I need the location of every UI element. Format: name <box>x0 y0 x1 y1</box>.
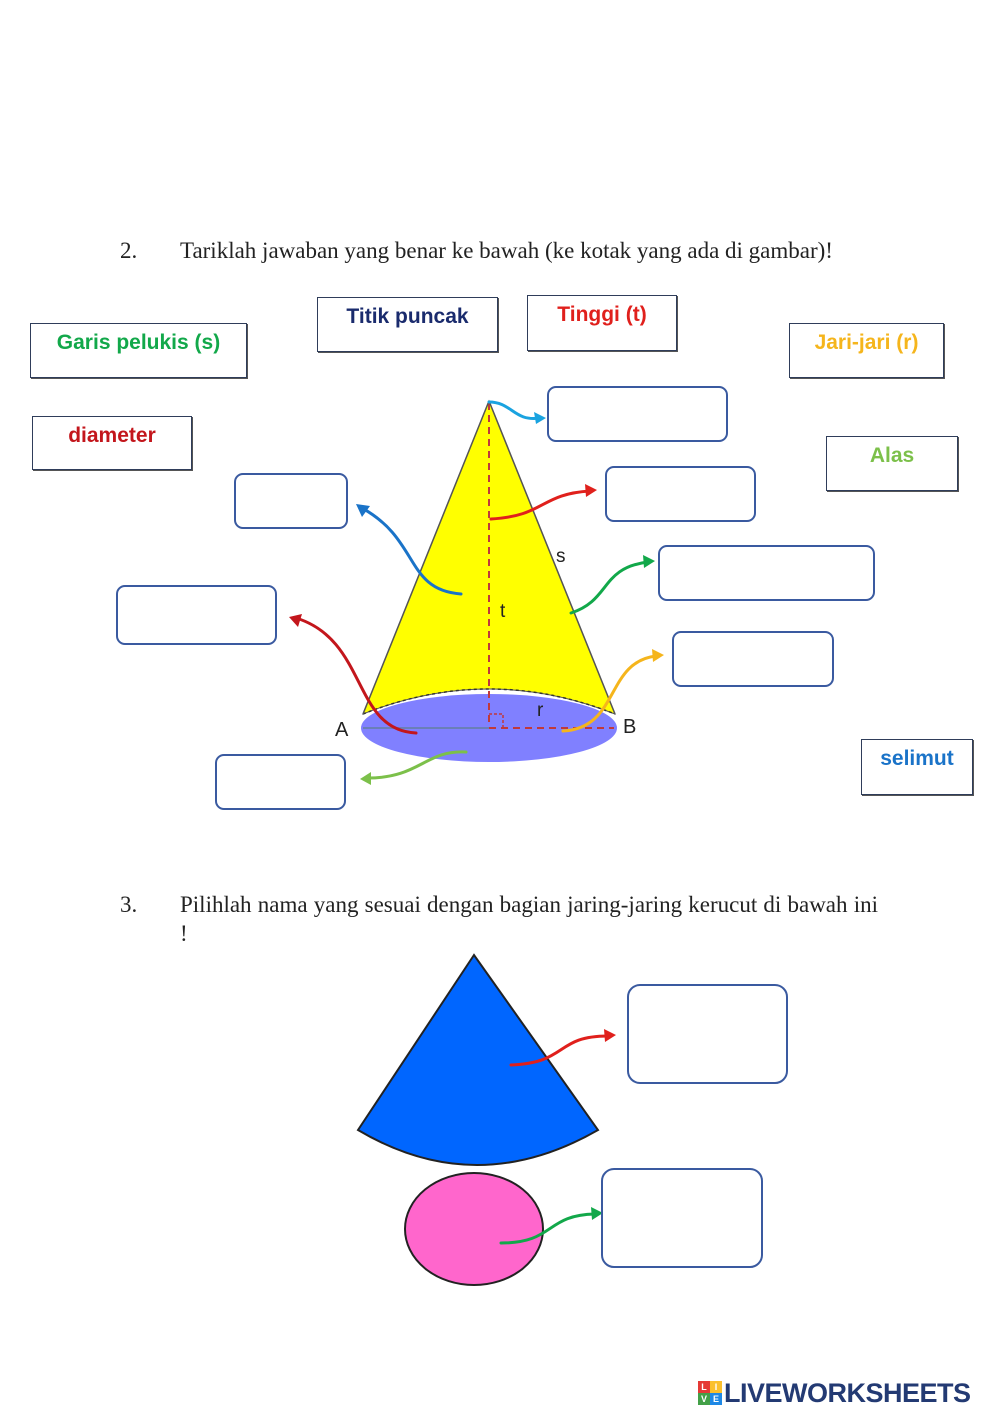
liveworksheets-logo-icon <box>698 1381 722 1405</box>
label-tinggi[interactable]: Tinggi (t) <box>527 295 677 351</box>
drop-box-slant[interactable] <box>658 545 875 601</box>
logo-letter-l: L <box>698 1381 710 1393</box>
logo-letter-e: E <box>710 1393 722 1405</box>
question-3-number: 3. <box>120 892 138 917</box>
label-jari-jari[interactable]: Jari-jari (r) <box>789 323 944 378</box>
drop-box-net-sector[interactable] <box>627 984 788 1084</box>
arrow-base-head <box>360 772 371 785</box>
question-2-number: 2. <box>120 238 138 263</box>
arrow-slant <box>571 562 648 613</box>
label-selimut[interactable]: selimut <box>861 739 973 795</box>
label-diameter[interactable]: diameter <box>32 416 192 470</box>
arrow-radius-head <box>652 649 664 662</box>
logo-letter-v: V <box>698 1393 710 1405</box>
question-3-text: Pilihlah nama yang sesuai dengan bagian jaring-jaring kerucut di bawah ini ! <box>180 892 878 946</box>
question-2-text: Tariklah jawaban yang benar ke bawah (ke kotak yang ada di gambar)! <box>180 238 833 263</box>
arrow-slant-head <box>643 555 655 568</box>
drop-box-radius[interactable] <box>672 631 834 687</box>
arrow-height-head <box>585 484 597 497</box>
arrow-apex <box>489 402 540 419</box>
label-titik-puncak[interactable]: Titik puncak <box>317 297 498 352</box>
net-circle <box>405 1173 543 1285</box>
label-garis-pelukis[interactable]: Garis pelukis (s) <box>30 323 247 378</box>
liveworksheets-wordmark: LIVEWORKSHEETS <box>724 1377 971 1408</box>
drop-box-diameter[interactable] <box>116 585 277 645</box>
cone-label-b: B <box>623 716 637 738</box>
question-3 <box>120 890 878 950</box>
drop-box-base[interactable] <box>215 754 346 810</box>
drop-box-surface[interactable] <box>234 473 348 529</box>
label-alas[interactable]: Alas <box>826 436 958 491</box>
cone-label-a: A <box>335 719 349 741</box>
net-sector <box>358 955 598 1165</box>
arrow-net-sector-head <box>604 1029 616 1042</box>
logo-letter-i: I <box>710 1381 722 1393</box>
cone-label-s: s <box>556 546 566 567</box>
cone-label-t: t <box>500 601 506 622</box>
liveworksheets-brand <box>698 1378 971 1408</box>
arrow-apex-head <box>534 412 546 424</box>
cone-label-r: r <box>537 700 544 721</box>
drop-box-apex[interactable] <box>547 386 728 442</box>
drop-box-height[interactable] <box>605 466 756 522</box>
drop-box-net-circle[interactable] <box>601 1168 763 1268</box>
